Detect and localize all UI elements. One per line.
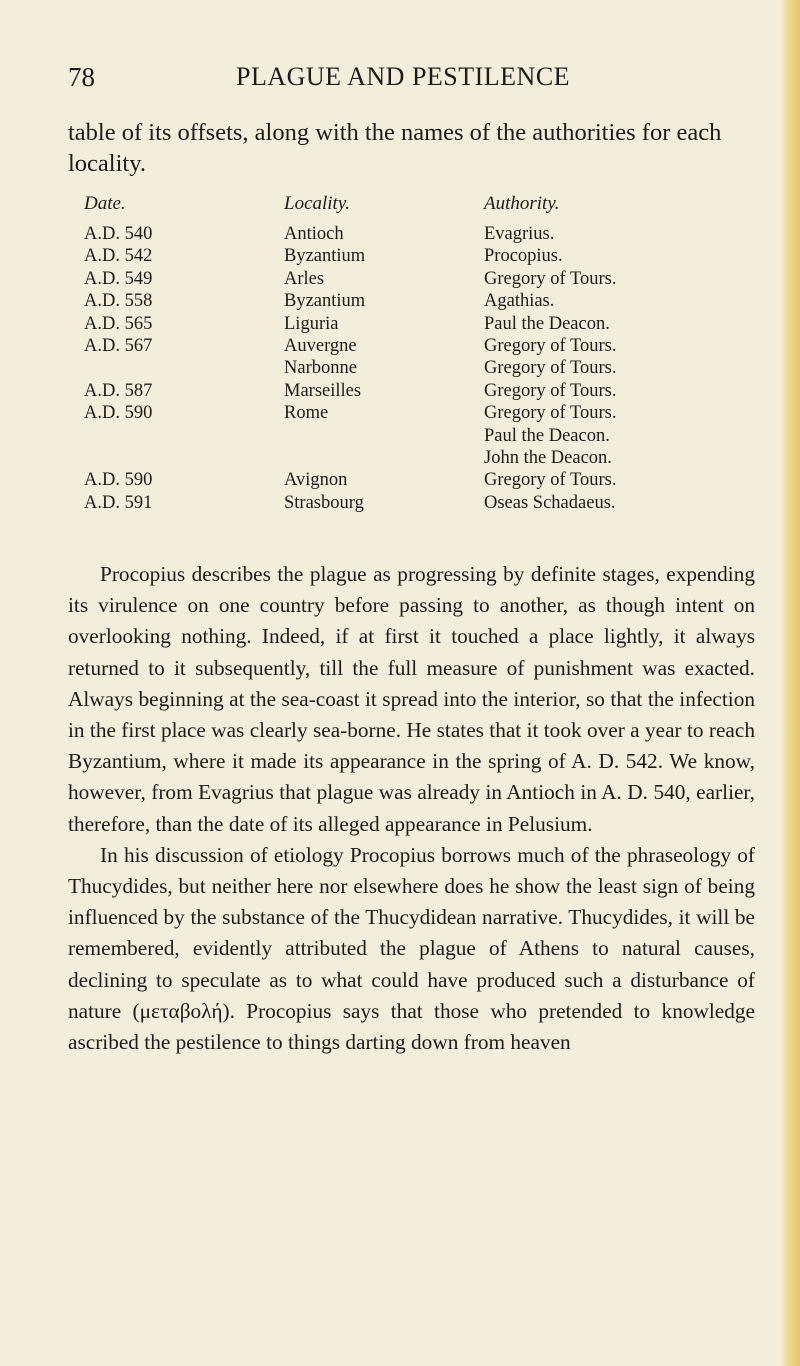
table-body: [84, 223, 684, 514]
page-header: [68, 62, 740, 98]
cell-authority: Agathias.: [484, 291, 555, 312]
cell-authority: John the Deacon.: [484, 448, 612, 469]
paragraph: Procopius describes the plague as progressing by definite stages, expending its virulence on one country before passing to another, as though intent on overlooking nothing. Indeed, if at first it touched a place lightly, it always returned to it subsequently, till the full measure of punishment was exacted. Always beginning at the sea-coast it spread into the interior, so that the infection in the first place was clearly sea-borne. He states that it took over a year to reach Byzantium, where it made its appearance in the spring of A. D. 542. We know, however, from Evagrius that plague was already in Antioch in A. D. 540, earlier, therefore, than the date of its alleged appearance in Pelusium.: [68, 562, 755, 836]
cell-authority: Evagrius.: [484, 224, 555, 244]
cell-date: A.D. 587: [84, 380, 153, 401]
table-row: [84, 290, 684, 312]
table-row: [84, 447, 684, 469]
cell-date: A.D. 549: [84, 268, 153, 289]
cell-authority: Gregory of Tours.: [484, 268, 617, 289]
table-row: [84, 335, 684, 357]
cell-date: A.D. 590: [84, 470, 153, 491]
table-row: [84, 402, 684, 424]
cell-date: A.D. 567: [84, 336, 153, 357]
table-row: [84, 268, 684, 290]
cell-date: [84, 357, 284, 379]
cell-date: A.D. 565: [84, 313, 153, 334]
cell-date: [84, 447, 284, 469]
cell-locality: [284, 447, 484, 469]
column-header-authority: Authority.: [484, 193, 560, 214]
cell-locality: Auvergne: [284, 336, 357, 357]
cell-locality: Byzantium: [284, 246, 366, 267]
cell-authority: Paul the Deacon.: [484, 425, 610, 446]
table-row: [84, 223, 684, 245]
cell-authority: Oseas Schadaeus.: [484, 492, 616, 513]
column-header-date: Date.: [84, 193, 126, 214]
cell-authority: Gregory of Tours.: [484, 336, 617, 357]
table-row: [84, 469, 684, 491]
paragraph: In his discussion of etiology Procopius borrows much of the phraseology of Thucydides, but neither here nor elsewhere does he show the least sign of being influenced by the substance of the Thucydidean narrative. Thucydides, it will be remembered, evidently attributed the plague of Athens to natural causes, declining to speculate as to what could have produced such a disturbance of nature (μεταβολή). Procopius says that those who pretended to knowledge ascribed the pestilence to things darting down from heaven: [68, 842, 755, 1055]
cell-locality: Strasbourg: [284, 492, 364, 513]
cell-locality: Arles: [284, 268, 325, 289]
page-edge: [780, 0, 800, 1366]
table-row: [84, 380, 684, 402]
cell-locality: Antioch: [284, 224, 344, 244]
cell-locality: Liguria: [284, 313, 339, 334]
body-text: [68, 559, 755, 1058]
plague-offsets-table: [84, 193, 684, 514]
table-row: [84, 313, 684, 335]
cell-authority: Gregory of Tours.: [484, 380, 617, 401]
cell-date: A.D. 542: [84, 246, 153, 267]
table-row: [84, 492, 684, 514]
cell-date: [84, 425, 284, 447]
column-header-locality: Locality.: [284, 193, 350, 214]
intro-text: table of its offsets, along with the names of the authorities for each locality.: [68, 119, 722, 177]
table-row: [84, 425, 684, 447]
table-header-row: [84, 193, 684, 223]
cell-authority: Gregory of Tours.: [484, 470, 617, 491]
cell-authority: Gregory of Tours.: [484, 358, 617, 379]
cell-date: A.D. 558: [84, 291, 153, 312]
cell-date: A.D. 591: [84, 492, 153, 513]
page-number: 78: [68, 62, 95, 92]
cell-authority: Gregory of Tours.: [484, 403, 617, 424]
cell-locality: [284, 425, 484, 447]
cell-authority: Paul the Deacon.: [484, 313, 610, 334]
cell-locality: Narbonne: [284, 358, 357, 379]
cell-locality: Marseilles: [284, 380, 362, 401]
table-row: [84, 357, 684, 379]
cell-locality: Byzantium: [284, 291, 366, 312]
cell-authority: Procopius.: [484, 246, 563, 267]
running-title: PLAGUE AND PESTILENCE: [236, 62, 571, 91]
cell-locality: Rome: [284, 403, 329, 424]
cell-date: A.D. 590: [84, 403, 153, 424]
cell-date: A.D. 540: [84, 224, 153, 244]
cell-locality: Avignon: [284, 470, 348, 491]
table-row: [84, 245, 684, 267]
